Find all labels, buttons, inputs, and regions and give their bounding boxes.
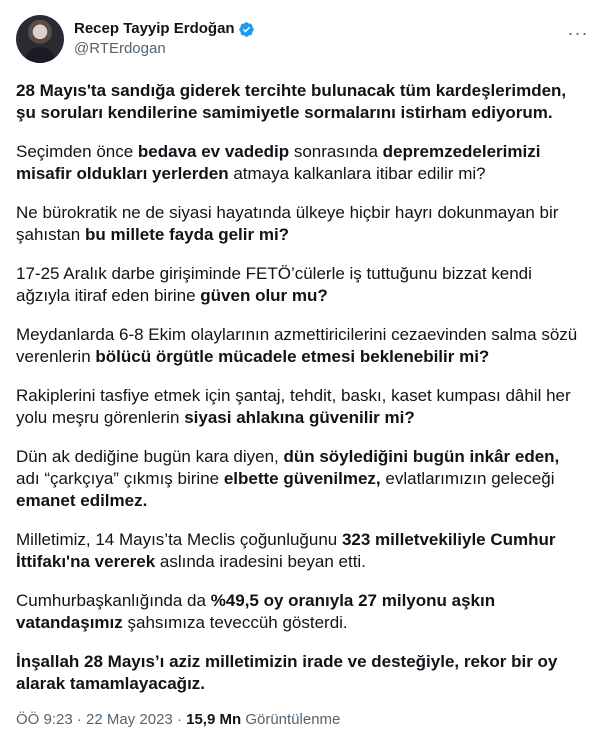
author-handle[interactable]: @RTErdogan	[74, 40, 166, 57]
tweet-paragraph	[16, 385, 587, 429]
bold-text: güven olur mu?	[200, 286, 328, 305]
author-name[interactable]: Recep Tayyip Erdoğan	[74, 20, 235, 37]
text-run: Seçimden önce	[16, 142, 138, 161]
text-run: Cumhurbaşkanlığında da	[16, 591, 211, 610]
text-run: 17-25 Aralık darbe girişiminde FETÖ’cülerle iş tuttuğunu bizzat kendi ağzıyla itiraf eden birine	[16, 264, 532, 305]
tweet-paragraph	[16, 80, 587, 124]
text-run: şahsımıza teveccüh gösterdi.	[122, 613, 348, 632]
more-options-icon[interactable]: ···	[567, 22, 589, 43]
meta-separator: ·	[72, 711, 87, 728]
bold-text: dün söylediğini bugün inkâr eden,	[283, 447, 560, 466]
author-block	[74, 19, 561, 59]
tweet-meta	[16, 711, 587, 728]
text-run: aslında iradesini beyan etti.	[155, 552, 366, 571]
text-run: Dün ak dediğine bugün kara diyen,	[16, 447, 284, 466]
tweet-paragraph	[16, 324, 587, 368]
meta-separator: ·	[172, 711, 187, 728]
bold-text: elbette güvenilmez,	[223, 469, 381, 488]
bold-text: 323 milletvekiliyle Cumhur İttifakı'na vererek	[16, 530, 556, 571]
tweet-paragraph	[16, 529, 587, 573]
text-run: adı “çarkçıya” çıkmış birine	[16, 469, 224, 488]
tweet-paragraph	[16, 141, 587, 185]
avatar[interactable]	[16, 15, 64, 63]
views-label: Görüntülenme	[241, 711, 341, 728]
tweet-paragraph	[16, 202, 587, 246]
text-run: evlatlarımızın geleceği	[380, 469, 555, 488]
bold-text: depremzedelerimizi misafir oldukları yerlerden	[16, 142, 541, 183]
tweet-text	[16, 80, 587, 695]
text-run: Milletimiz, 14 Mayıs’ta Meclis çoğunluğunu	[16, 530, 342, 549]
tweet-paragraph	[16, 263, 587, 307]
bold-text: emanet edilmez.	[16, 491, 148, 510]
tweet-time[interactable]: ÖÖ 9:23	[16, 711, 73, 728]
bold-text: %49,5 oy oranıyla 27 milyonu aşkın vatandaşımız	[16, 591, 496, 632]
text-run: Ne bürokratik ne de siyasi hayatında ülkeye hiçbir hayrı dokunmayan bir şahıstan	[16, 203, 559, 244]
tweet-paragraph	[16, 651, 587, 695]
verified-badge-icon[interactable]	[238, 21, 255, 38]
text-run: Meydanlarda 6-8 Ekim olaylarının azmettiricilerini cezaevinden salma sözü verenlerin	[16, 325, 578, 366]
bold-text: siyasi ahlakına güvenilir mi?	[184, 408, 415, 427]
views-count[interactable]: 15,9 Mn	[186, 711, 242, 728]
name-row	[74, 19, 561, 39]
text-run: sonrasında	[289, 142, 383, 161]
bold-text: bu millete fayda gelir mi?	[85, 225, 290, 244]
bold-text: İnşallah 28 Mayıs’ı aziz milletimizin irade ve desteğiyle, rekor bir oy alarak tamamlayacağız.	[16, 652, 558, 693]
bold-text: bölücü örgütle mücadele etmesi beklenebilir mi?	[95, 347, 490, 366]
tweet-header	[16, 14, 587, 64]
tweet-paragraph	[16, 590, 587, 634]
tweet-paragraph	[16, 446, 587, 512]
text-run: Rakiplerini tasfiye etmek için şantaj, tehdit, baskı, kaset kumpası dâhil her yolu meşru görenlerin	[16, 386, 571, 427]
text-run: atmaya kalkanlara itibar edilir mi?	[228, 164, 486, 183]
bold-text: 28 Mayıs'ta sandığa giderek tercihte bulunacak tüm kardeşlerimden, şu soruları kendilerine samimiyetle sormalarını istirham ediyorum.	[16, 81, 567, 122]
bold-text: bedava ev vadedip	[137, 142, 290, 161]
tweet-date[interactable]: 22 May 2023	[86, 711, 173, 728]
